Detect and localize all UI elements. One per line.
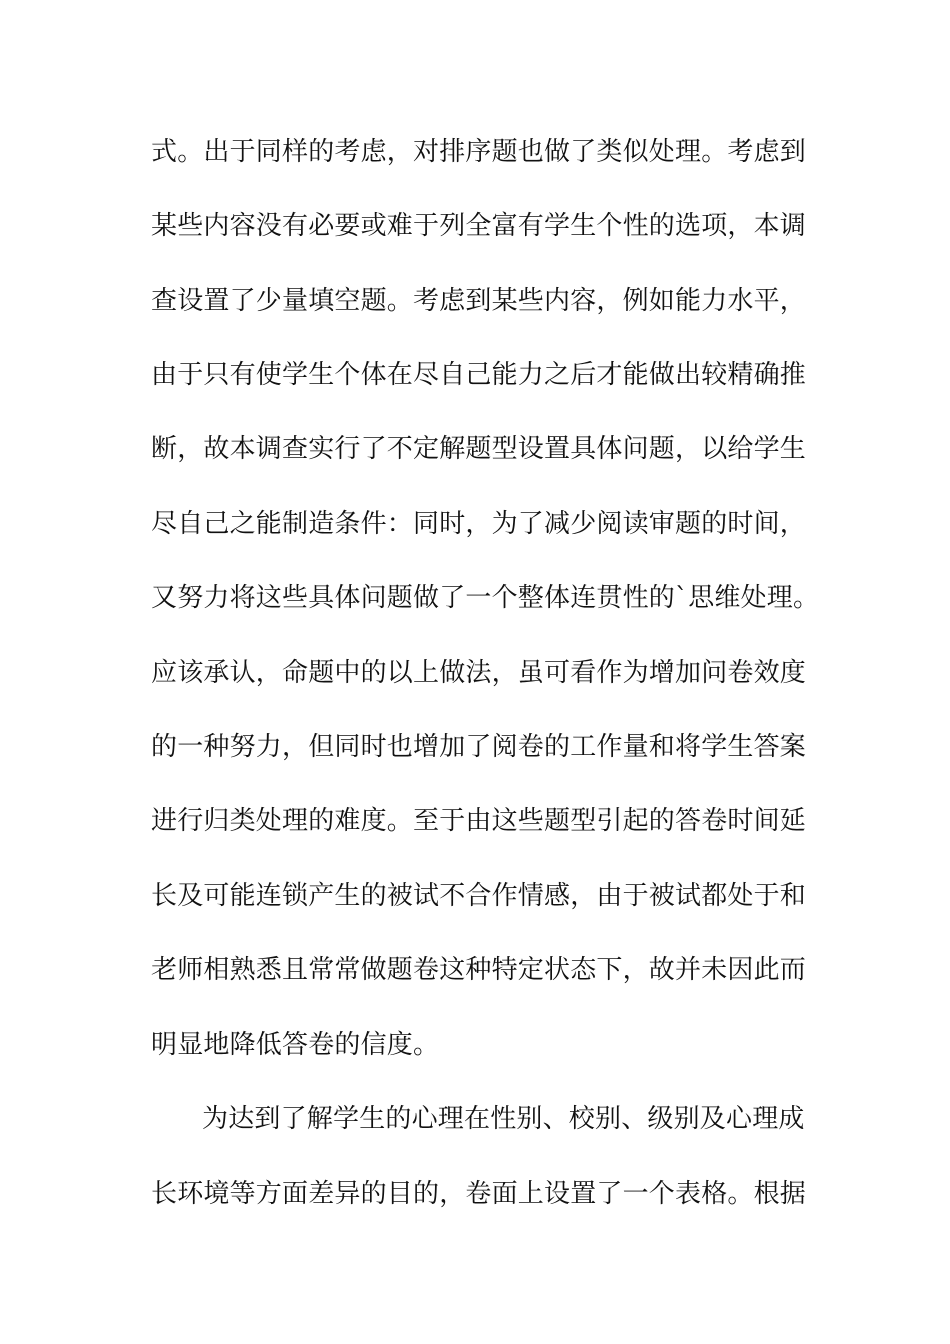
text-line: 应该承认，命题中的以上做法，虽可看作为增加问卷效度 [151,658,807,688]
text-line: 的一种努力，但同时也增加了阅卷的工作量和将学生答案 [151,732,807,762]
text-line: 老师相熟悉且常常做题卷这种特定状态下，故并未因此而 [151,955,807,985]
text-line: 尽自己之能制造条件：同时，为了减少阅读审题的时间， [151,509,807,539]
text-line: 又努力将这些具体问题做了一个整体连贯性的`思维处理。 [151,583,820,613]
text-line: 某些内容没有必要或难于列全富有学生个性的选项，本调 [151,211,807,241]
text-line: 式。出于同样的考虑，对排序题也做了类似处理。考虑到 [151,137,807,167]
text-line: 由于只有使学生个体在尽自己能力之后才能做出较精确推 [151,360,807,390]
text-line: 进行归类处理的难度。至于由这些题型引起的答卷时间延 [151,806,807,836]
text-line: 查设置了少量填空题。考虑到某些内容，例如能力水平， [151,286,807,316]
text-line: 明显地降低答卷的信度。 [151,1030,440,1060]
text-line: 长环境等方面差异的目的，卷面上设置了一个表格。根据 [151,1179,807,1209]
text-line: 断，故本调查实行了不定解题型设置具体问题，以给学生 [151,434,807,464]
text-line: 为达到了解学生的心理在性别、校别、级别及心理成 [202,1104,805,1134]
text-line: 长及可能连锁产生的被试不合作情感，由于被试都处于和 [151,881,807,911]
